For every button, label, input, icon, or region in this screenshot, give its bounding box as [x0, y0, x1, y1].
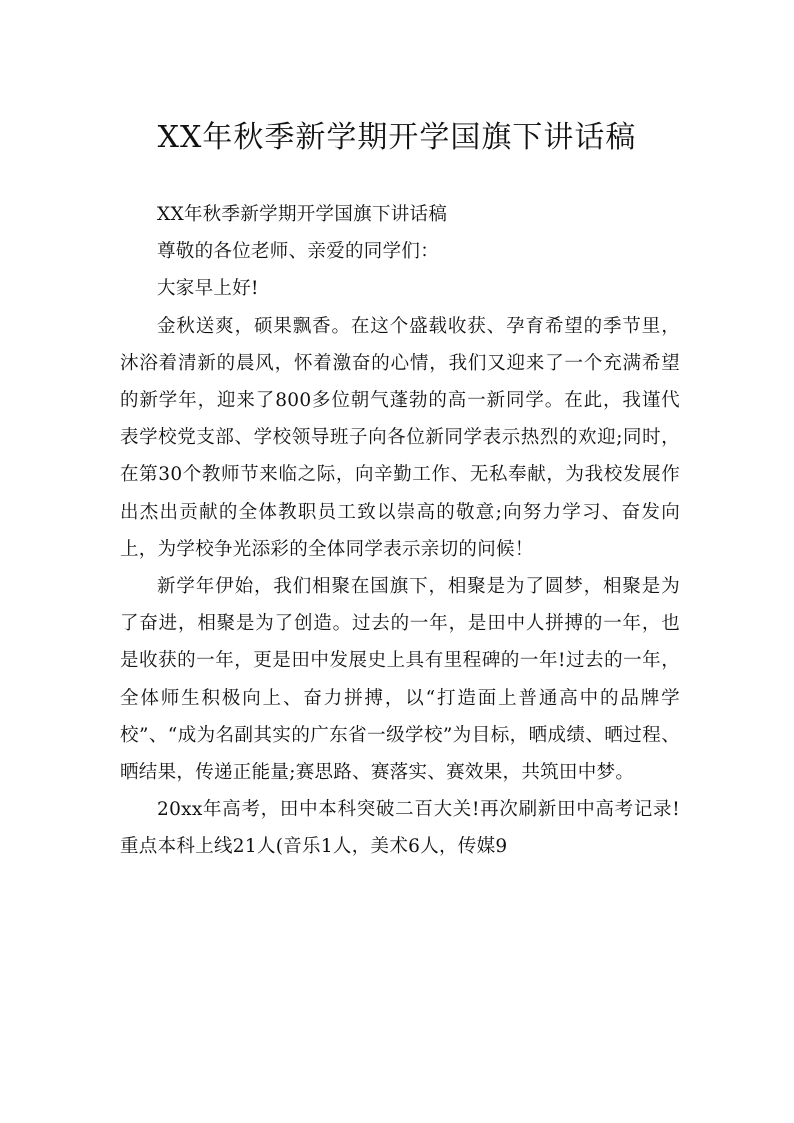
salutation-paragraph: 尊敬的各位老师、亲爱的同学们： [157, 241, 440, 263]
subtitle-paragraph: XX年秋季新学期开学国旗下讲话稿 [157, 204, 448, 225]
document-body [120, 196, 680, 866]
body-paragraph: 金秋送爽，硕果飘香。在这个盛载收获、孕育希望的季节里，沐浴着清新的晨风，怀着激奋的心情，我们又迎来了一个充满希望的新学年，迎来了800多位朝气蓬勃的高一新同学。在此，我谨代表学校党支部、学校领导班子向各位新同学表示热烈的欢迎;同时，在第30个教师节来临之际，向辛勤工作、无私奉献，为我校发展作出杰出贡献的全体教职员工致以崇高的敬意;向努力学习、奋发向上，为学校争光添彩的全体同学表示亲切的问候！ [120, 315, 680, 560]
document-title: XX年秋季新学期开学国旗下讲话稿 [157, 120, 637, 156]
body-paragraph: 新学年伊始，我们相聚在国旗下，相聚是为了圆梦，相聚是为了奋进，相聚是为了创造。过去的一年，是田中人拼搏的一年，也是收获的一年，更是田中发展史上具有里程碑的一年!过去的一年，全体师生积极向上、奋力拼搏，以“打造面上普通高中的品牌学校”、“成为名副其实的广东省一级学校”为目标，晒成绩、晒过程、晒结果，传递正能量;赛思路、赛落实、赛效果，共筑田中梦。 [120, 576, 680, 784]
greeting-paragraph: 大家早上好! [157, 278, 259, 300]
body-paragraph: 20xx年高考，田中本科突破二百大关!再次刷新田中高考记录!重点本科上线21人(音乐1人，美术6人，传媒9 [120, 799, 680, 858]
